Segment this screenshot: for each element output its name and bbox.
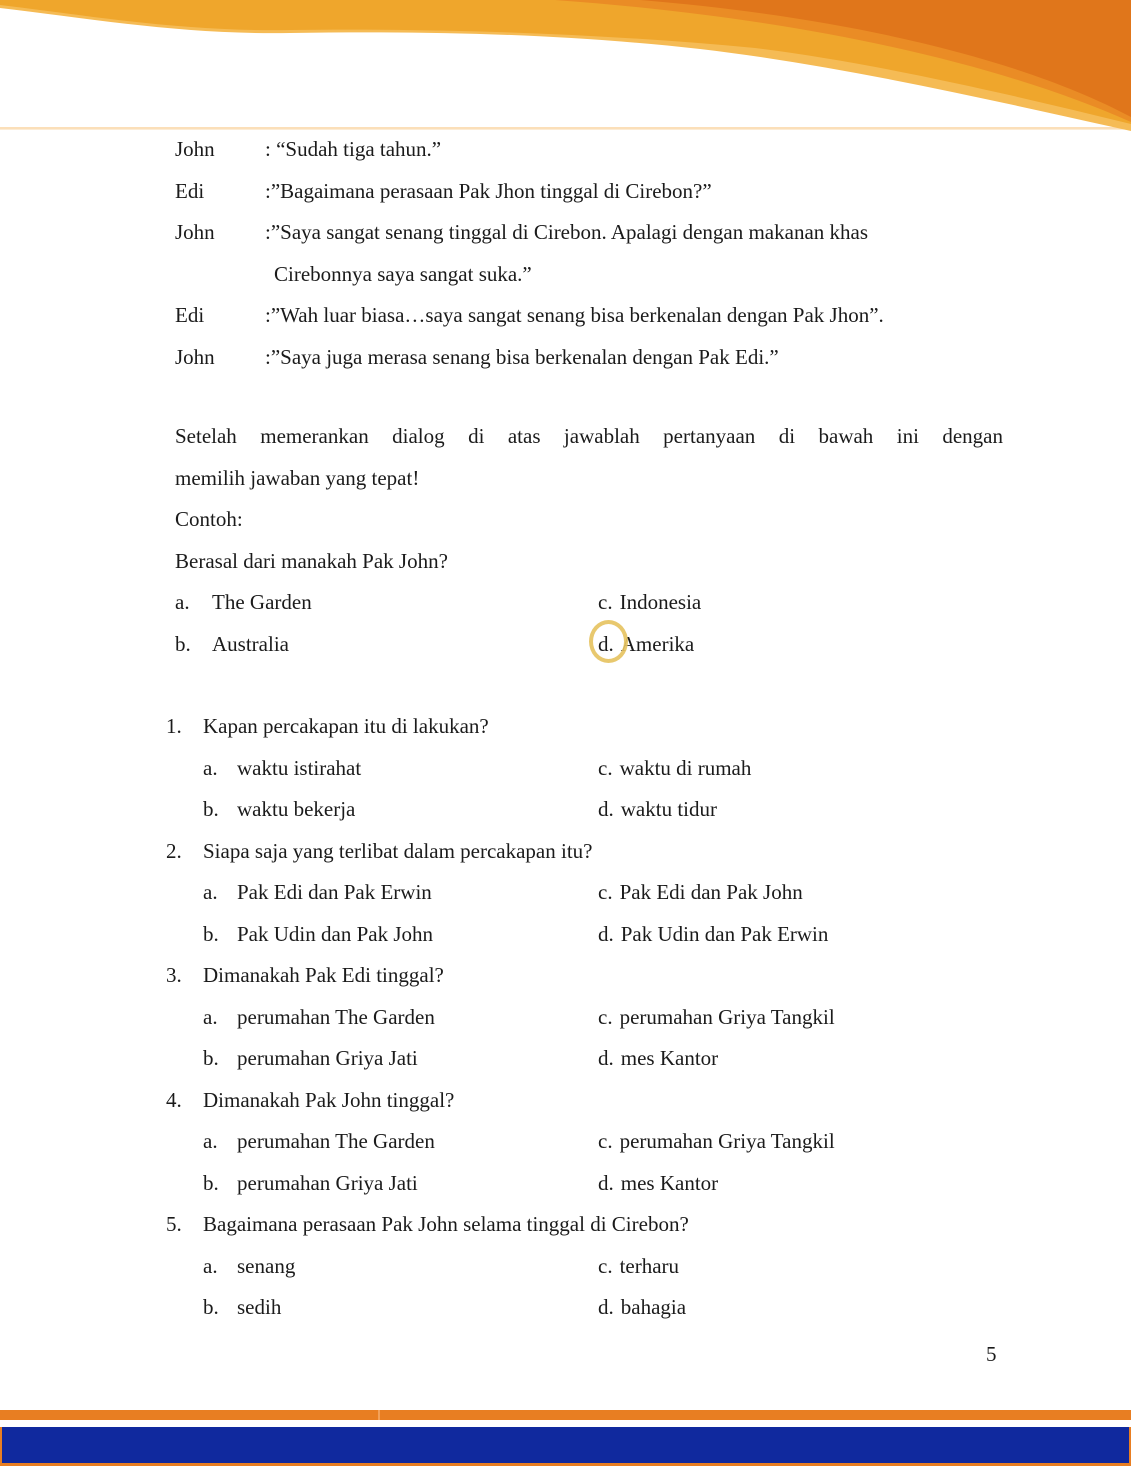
- option-letter: d.: [598, 1170, 614, 1195]
- question-number: 1.: [166, 714, 182, 738]
- dialog-speaker: John: [175, 137, 215, 161]
- example-option-c: [598, 582, 1003, 624]
- option-letter: b.: [203, 921, 219, 946]
- question-item-3: [166, 955, 1026, 1080]
- question-item-2: [166, 831, 1026, 956]
- option-text: The Garden: [212, 590, 312, 614]
- option-c: [598, 748, 1026, 790]
- option-letter: a.: [203, 880, 218, 904]
- option-text: perumahan Griya Jati: [237, 1170, 418, 1195]
- question-text: Bagaimana perasaan Pak John selama tinggal di Cirebon?: [203, 1212, 689, 1236]
- option-text: Pak Udin dan Pak Erwin: [620, 921, 829, 946]
- option-text: Pak Edi dan Pak Erwin: [237, 880, 432, 904]
- option-text: mes Kantor: [620, 1170, 719, 1195]
- question-number: 4.: [166, 1087, 182, 1112]
- option-letter: d.: [598, 1295, 614, 1319]
- option-letter: c.: [598, 755, 613, 780]
- question-number: 3.: [166, 963, 182, 987]
- option-text: waktu istirahat: [237, 755, 362, 780]
- dialog-speaker: Edi: [175, 303, 205, 327]
- option-letter: b.: [203, 1295, 219, 1319]
- dialog-line: [175, 295, 1041, 337]
- option-letter: b.: [203, 1170, 219, 1195]
- question-options: [166, 1121, 1026, 1204]
- option-a: [203, 748, 598, 790]
- option-text: mes Kantor: [620, 1046, 719, 1070]
- option-a: [203, 1121, 598, 1163]
- option-b: [203, 1038, 598, 1080]
- dialog-utterance: :”Bagaimana perasaan Pak Jhon tinggal di Cirebon?”: [265, 178, 712, 203]
- option-letter: d.: [598, 921, 614, 946]
- header-swoosh-graphic: [0, 0, 1131, 132]
- option-row: [203, 1163, 1026, 1205]
- option-text: perumahan Griya Tangkil: [619, 1004, 835, 1029]
- questions-section: [166, 706, 1026, 1329]
- answer-circle: d.: [598, 624, 614, 666]
- dialog-speaker: John: [175, 344, 215, 369]
- option-c: [598, 1121, 1026, 1163]
- dialog-speaker: John: [175, 220, 215, 244]
- option-text: waktu di rumah: [619, 755, 752, 780]
- option-letter: b.: [203, 797, 219, 821]
- question-item-4: [166, 1080, 1026, 1205]
- example-question: Berasal dari manakah Pak John?: [175, 548, 448, 573]
- example-option-b: [175, 624, 598, 666]
- example-option-row: [175, 624, 1003, 666]
- option-text: waktu tidur: [620, 797, 717, 821]
- instruction-and-example-section: [175, 416, 1003, 665]
- option-text: Amerika: [620, 631, 695, 656]
- footer-blue-bar: [0, 1427, 1131, 1466]
- question-number: 2.: [166, 838, 182, 863]
- question-options: [166, 997, 1026, 1080]
- question-item-5: [166, 1204, 1026, 1329]
- instruction-paragraph-line2: memilih jawaban yang tepat!: [175, 465, 420, 490]
- option-row: [203, 914, 1026, 956]
- dialog-utterance: : “Sudah tiga tahun.”: [265, 137, 442, 161]
- option-text: perumahan Griya Jati: [237, 1046, 418, 1070]
- option-b: [203, 1287, 598, 1329]
- question-text: Siapa saja yang terlibat dalam percakapan itu?: [203, 838, 593, 863]
- option-c: [598, 997, 1026, 1039]
- option-b: [203, 789, 598, 831]
- option-d: [598, 1287, 1026, 1329]
- option-text: sedih: [237, 1295, 282, 1319]
- option-c: [598, 1246, 1026, 1288]
- option-d: [598, 789, 1026, 831]
- option-text: perumahan Griya Tangkil: [619, 1129, 835, 1153]
- dialog-line: [175, 129, 1041, 171]
- option-row: [203, 1287, 1026, 1329]
- dialog-line: [175, 212, 1041, 254]
- option-b: [203, 1163, 598, 1205]
- dialog-utterance: :”Saya sangat senang tinggal di Cirebon. Apalagi dengan makanan khas: [265, 220, 869, 244]
- question-item-1: [166, 706, 1026, 831]
- option-letter: a.: [175, 590, 190, 614]
- question-text: Kapan percakapan itu di lakukan?: [203, 714, 489, 738]
- question-head: [166, 1204, 1026, 1246]
- option-row: [203, 872, 1026, 914]
- option-letter: a.: [203, 1129, 218, 1153]
- dialog-utterance: :”Wah luar biasa…saya sangat senang bisa berkenalan dengan Pak Jhon”.: [265, 303, 884, 327]
- option-a: [203, 997, 598, 1039]
- option-d: [598, 1038, 1026, 1080]
- contoh-label: Contoh:: [175, 507, 243, 531]
- footer-orange-bar: [0, 1410, 1131, 1420]
- example-option-d: [598, 624, 1003, 666]
- dialog-speaker: Edi: [175, 178, 205, 203]
- option-row: [203, 789, 1026, 831]
- option-d: [598, 1163, 1026, 1205]
- dialog-utterance: :”Saya juga merasa senang bisa berkenalan dengan Pak Edi.”: [265, 344, 779, 369]
- question-options: [166, 1246, 1026, 1329]
- dialog-line: [175, 337, 1041, 379]
- option-text: Pak Edi dan Pak John: [619, 880, 803, 904]
- option-text: waktu bekerja: [237, 797, 356, 821]
- option-text: bahagia: [620, 1295, 687, 1319]
- option-text: Indonesia: [619, 590, 702, 614]
- option-letter: d.: [598, 1046, 614, 1070]
- example-option-row: [175, 582, 1003, 624]
- option-letter: d.: [598, 797, 614, 821]
- question-text: Dimanakah Pak John tinggal?: [203, 1087, 455, 1112]
- option-text: Pak Udin dan Pak John: [237, 921, 433, 946]
- question-head: [166, 1080, 1026, 1122]
- question-number: 5.: [166, 1212, 182, 1236]
- option-letter: c.: [598, 1004, 613, 1029]
- option-letter: c.: [598, 1253, 613, 1278]
- dialog-utterance-continuation: Cirebonnya saya sangat suka.”: [274, 261, 532, 286]
- option-row: [203, 748, 1026, 790]
- option-text: perumahan The Garden: [237, 1129, 435, 1153]
- option-letter: b.: [175, 631, 191, 656]
- question-head: [166, 955, 1026, 997]
- footer-bar-seam: [378, 1410, 380, 1420]
- option-a: [203, 872, 598, 914]
- question-head: [166, 831, 1026, 873]
- question-options: [166, 748, 1026, 831]
- question-text: Dimanakah Pak Edi tinggal?: [203, 963, 444, 987]
- option-row: [203, 1038, 1026, 1080]
- page-number: 5: [986, 1342, 997, 1366]
- option-letter: a.: [203, 755, 218, 780]
- option-d: [598, 914, 1026, 956]
- option-row: [203, 1246, 1026, 1288]
- question-options: [166, 872, 1026, 955]
- dialog-section: [175, 129, 1041, 378]
- option-text: terharu: [619, 1253, 680, 1278]
- option-row: [203, 997, 1026, 1039]
- option-text: perumahan The Garden: [237, 1004, 435, 1029]
- option-letter: a.: [203, 1253, 218, 1278]
- option-c: [598, 872, 1026, 914]
- option-a: [203, 1246, 598, 1288]
- dialog-line: [175, 171, 1041, 213]
- option-text: Australia: [212, 631, 289, 656]
- option-letter: c.: [598, 590, 613, 614]
- question-head: [166, 706, 1026, 748]
- option-letter: c.: [598, 1129, 613, 1153]
- option-letter: c.: [598, 880, 613, 904]
- option-letter: a.: [203, 1004, 218, 1029]
- option-row: [203, 1121, 1026, 1163]
- option-letter: b.: [203, 1046, 219, 1070]
- option-b: [203, 914, 598, 956]
- instruction-paragraph-line1: Setelah memerankan dialog di atas jawablah pertanyaan di bawah ini dengan: [175, 424, 1003, 448]
- example-option-a: [175, 582, 598, 624]
- option-text: senang: [237, 1253, 296, 1278]
